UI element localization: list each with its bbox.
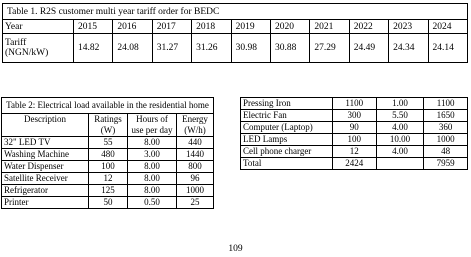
table-row [2, 197, 214, 209]
description-cell: Refrigerator [2, 185, 89, 197]
ratings-cell: 100 [89, 161, 128, 173]
ratings-cell: 50 [89, 197, 128, 209]
energy-header: Energy (W/h) [177, 114, 214, 137]
load-table-header-row [2, 114, 214, 137]
year-cell: 2019 [231, 20, 270, 34]
energy-cell: 1000 [424, 134, 468, 146]
total-label: Total [241, 158, 333, 170]
tariff-cell: 14.82 [74, 34, 113, 63]
energy-cell: 1440 [177, 149, 214, 161]
description-cell: Cell phone charger [241, 146, 333, 158]
load-table-continued [240, 97, 468, 170]
year-cell: 2016 [113, 20, 152, 34]
description-cell: LED Lamps [241, 134, 333, 146]
description-cell: Electric Fan [241, 110, 333, 122]
table-row [241, 98, 468, 110]
year-cell: 2021 [310, 20, 349, 34]
ratings-header: Ratings (W) [89, 114, 128, 137]
table-row [241, 146, 468, 158]
year-cell: 2017 [152, 20, 191, 34]
description-cell: Water Dispenser [2, 161, 89, 173]
ratings-cell: 125 [89, 185, 128, 197]
ratings-cell: 12 [332, 146, 376, 158]
hours-cell: 1.00 [376, 98, 424, 110]
hours-header: Hours of use per day [128, 114, 177, 137]
tariff-cell: 30.88 [270, 34, 309, 63]
hours-cell: 8.00 [128, 185, 177, 197]
tariff-cell: 24.08 [113, 34, 152, 63]
description-cell: 32" LED TV [2, 137, 89, 149]
description-header: Description [2, 114, 89, 137]
tariff-row-label [3, 34, 74, 63]
energy-cell: 25 [177, 197, 214, 209]
ratings-cell: 1100 [332, 98, 376, 110]
tariff-cell: 24.49 [349, 34, 388, 63]
table-row [241, 134, 468, 146]
energy-cell: 48 [424, 146, 468, 158]
table-row [2, 161, 214, 173]
tariff-table-caption: Table 1. R2S customer multi year tariff order for BEDC [3, 4, 468, 20]
energy-cell: 1650 [424, 110, 468, 122]
description-cell: Pressing Iron [241, 98, 333, 110]
description-cell: Satellite Receiver [2, 173, 89, 185]
year-header: Year [3, 20, 74, 34]
ratings-cell: 300 [332, 110, 376, 122]
tariff-label-line2: (NGN/kW) [5, 48, 49, 58]
description-cell: Washing Machine [2, 149, 89, 161]
table-row [241, 110, 468, 122]
energy-cell: 1000 [177, 185, 214, 197]
year-cell: 2023 [389, 20, 428, 34]
tariff-value-row [3, 34, 468, 63]
hours-cell: 5.50 [376, 110, 424, 122]
ratings-cell: 55 [89, 137, 128, 149]
hours-cell: 8.00 [128, 161, 177, 173]
ratings-cell: 12 [89, 173, 128, 185]
tariff-cell: 30.98 [231, 34, 270, 63]
load-table [1, 97, 214, 209]
tariff-cell: 24.34 [389, 34, 428, 63]
year-cell: 2018 [192, 20, 231, 34]
table-row [2, 185, 214, 197]
tariff-label-line1: Tariff [5, 38, 27, 48]
year-cell: 2020 [270, 20, 309, 34]
hours-cell: 10.00 [376, 134, 424, 146]
table-row [2, 173, 214, 185]
tariff-table [2, 3, 468, 63]
description-cell: Computer (Laptop) [241, 122, 333, 134]
total-energy-cell: 7959 [424, 158, 468, 170]
tariff-cell: 24.14 [428, 34, 467, 63]
year-cell: 2015 [74, 20, 113, 34]
energy-cell: 1100 [424, 98, 468, 110]
load-table-caption: Table 2: Electrical load available in the residential home [2, 98, 214, 114]
energy-cell: 440 [177, 137, 214, 149]
energy-cell: 800 [177, 161, 214, 173]
ratings-cell: 90 [332, 122, 376, 134]
total-hours-cell [376, 158, 424, 170]
tariff-cell: 27.29 [310, 34, 349, 63]
total-ratings-cell: 2424 [332, 158, 376, 170]
table-row [2, 149, 214, 161]
energy-cell: 360 [424, 122, 468, 134]
hours-cell: 8.00 [128, 173, 177, 185]
table-row [2, 137, 214, 149]
hours-cell: 4.00 [376, 122, 424, 134]
ratings-cell: 100 [332, 134, 376, 146]
table-total-row [241, 158, 468, 170]
tariff-cell: 31.27 [152, 34, 191, 63]
ratings-cell: 480 [89, 149, 128, 161]
year-cell: 2024 [428, 20, 467, 34]
hours-cell: 0.50 [128, 197, 177, 209]
energy-cell: 96 [177, 173, 214, 185]
page-number: 109 [228, 244, 243, 254]
tariff-year-row [3, 20, 468, 34]
hours-cell: 8.00 [128, 137, 177, 149]
hours-cell: 3.00 [128, 149, 177, 161]
hours-cell: 4.00 [376, 146, 424, 158]
table-row [241, 122, 468, 134]
year-cell: 2022 [349, 20, 388, 34]
description-cell: Printer [2, 197, 89, 209]
tariff-cell: 31.26 [192, 34, 231, 63]
